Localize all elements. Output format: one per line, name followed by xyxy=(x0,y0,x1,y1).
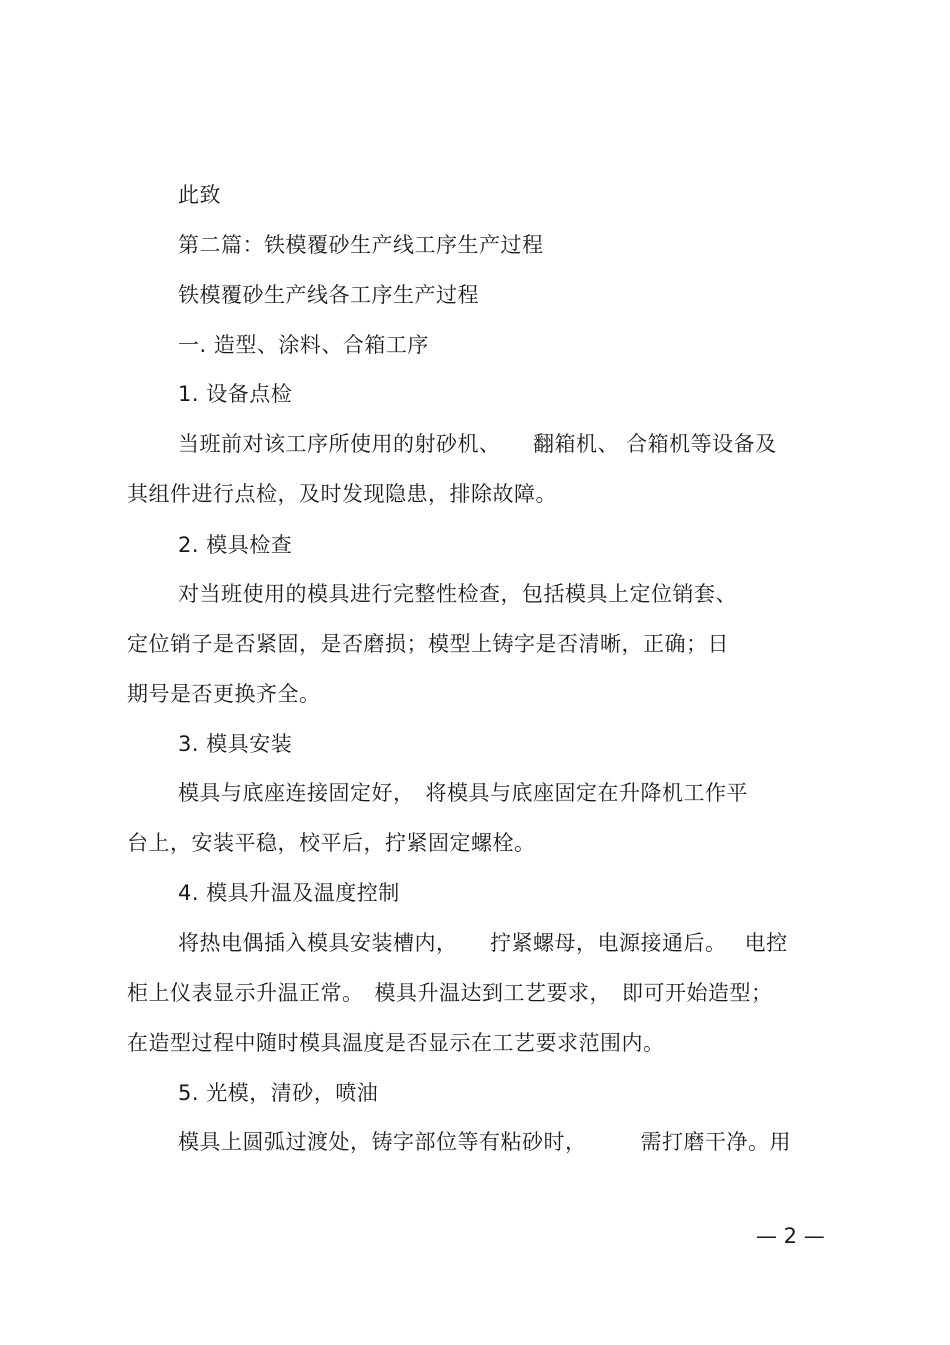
section-title: 铁模覆砂生产线各工序生产过程 xyxy=(178,283,479,307)
heading-level-1: 一. 造型、涂料、合箱工序 xyxy=(178,333,429,357)
paragraph-line: 定位销子是否紧固，是否磨损；模型上铸字是否清晰，正确；日 xyxy=(127,632,729,656)
heading-mold-check: 2. 模具检查 xyxy=(178,533,293,557)
paragraph-line: 当班前对该工序所使用的射砂机、 翻箱机、 合箱机等设备及 xyxy=(178,432,777,456)
heading-mold-installation: 3. 模具安装 xyxy=(178,732,293,756)
heading-mold-heating: 4. 模具升温及温度控制 xyxy=(178,881,400,905)
paragraph-line: 期号是否更换齐全。 xyxy=(127,682,321,706)
paragraph-line: 柜上仪表显示升温正常。 模具升温达到工艺要求， 即可开始造型； xyxy=(127,981,773,1005)
paragraph-line: 台上，安装平稳，校平后，拧紧固定螺栓。 xyxy=(127,831,536,855)
chapter-title: 第二篇：铁模覆砂生产线工序生产过程 xyxy=(178,233,544,257)
closing-salutation: 此致 xyxy=(178,183,221,207)
paragraph-line: 对当班使用的模具进行完整性检查，包括模具上定位销套、 xyxy=(178,582,737,606)
heading-equipment-inspection: 1. 设备点检 xyxy=(178,382,293,406)
paragraph-line: 模具上圆弧过渡处，铸字部位等有粘砂时， 需打磨干净。用 xyxy=(178,1130,791,1154)
paragraph-line: 模具与底座连接固定好， 将模具与底座固定在升降机工作平 xyxy=(178,781,748,805)
paragraph-line: 在造型过程中随时模具温度是否显示在工艺要求范围内。 xyxy=(127,1031,665,1055)
page-number: — 2 — xyxy=(756,1224,825,1248)
paragraph-line: 将热电偶插入模具安装槽内， 拧紧螺母，电源接通后。 电控 xyxy=(178,931,788,955)
paragraph-line: 其组件进行点检，及时发现隐患，排除故障。 xyxy=(127,482,557,506)
heading-polish-clean-oil: 5. 光模，清砂，喷油 xyxy=(178,1081,379,1105)
